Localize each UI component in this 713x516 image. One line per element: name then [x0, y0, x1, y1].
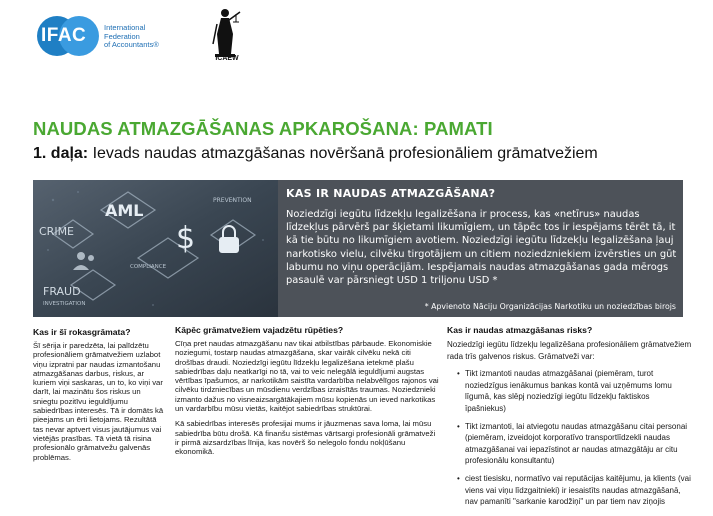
aml-illustration	[33, 180, 278, 317]
list-item: • Tikt izmantoti naudas atmazgāšanai (piemēram, turot noziedzīgus ienākumus bankas kontā vai uzņēmums lomu līgumā, kas slēpj noziedzīgi iegūtu līdzekļu faktiskos īpašniekus)	[457, 369, 672, 413]
handbook-heading: Kas ir šī rokasgrāmata?	[33, 327, 131, 337]
why-care-paragraph: Cīņa pret naudas atmazgāšanu nav tikai atbilstības pārbaude. Ekonomiskie noziegumi, tostarp naudas atmazgāšana, skar vairāk cilvēku nekā citi drošības draudi. Noziedzīgi iegūtu līdzekļu legalizēšana ietekmē plašu sabiedrības daļu neatkarīgi no tā, vai to veic nelegālā ieguldījumi augstas vērtības īpašumos, ar narkotikām saistīta vardarbība nelabvēlīgos rajonos vai cilvēku tirdzniecības un mūsdienu verdzības izraisītās traumas. Noziedznieki izmanto dažus no visneaizsargātākajiem mūsu kopienās un ieved narkotikas un vardarbību mūsu vietās, kaitējot sabiedrības struktūrai.	[175, 339, 439, 414]
definition-body: Noziedzīgi iegūtu līdzekļu legalizēšana ir process, kas «netīrus» naudas līdzekļus pārvērš par šķietami likumīgiem, un tāpēc tos ir iespējams tērēt tā, it kā tie būtu no likumīgiem avotiem. Noziedzīgi iegūtu līdzekļu legalizēšana ļauj narkotisko vielu, cilvēku tirgotājiem un citiem noziedzniekiem izvērsties un gūt labumu no viņu operācijām. Iespējamais naudas atmazgāšanas gada mērogs pasaulē var pārsniegt USD 1 triljonu USD *	[286, 209, 677, 287]
label-investigation: INVESTIGATION	[43, 301, 86, 307]
aml-illustration-graphic	[33, 180, 278, 317]
label-prevention: PREVENTION	[213, 197, 252, 204]
ifac-name: International Federation of Accountants®	[104, 23, 159, 49]
why-care-paragraph: Kā sabiedrības interesēs profesijai mums ir jāuzmenas sava loma, lai mūsu sabiedrība būtu drošā. Kā finanšu sistēmas vārtsargi profesionāli grāmatveži ir pirmā aizsardzības līnija, kas novērš šo nelegolo fondu nokļūšanu ekonomikā.	[175, 419, 436, 457]
ifac-mark: IFAC	[41, 25, 87, 46]
label-compliance: COMPLIANCE	[130, 264, 167, 270]
list-item: • ciest tiesisku, normatīvo vai reputācijas kaitējumu, ja klients (vai viens vai viņu līdzgaitnieki) ir iesaistīts naudas atmazgāšanā, nav pamanīti "sarkanie karodžiņi" un par tiem nav ziņojis	[457, 473, 691, 507]
column-handbook	[33, 327, 166, 468]
ifac-logo	[37, 14, 177, 62]
page-title: NAUDAS ATMAZGĀŠANAS APKAROŠANA: PAMATI	[33, 118, 493, 139]
list-item: • Tikt izmantoti, lai atviegotu naudas atmazgāšanu citai personai (piemēram, izveidojot korporatīvo transportlīdzekli naudas atmazgāšanai vai iepazīstinot ar naudas atmazgātāju ar citu profesionālu konsultantu)	[457, 421, 688, 466]
risks-list	[447, 368, 692, 508]
risks-intro: Noziedzīgi iegūtu līdzekļu legalizēšana profesionāliem grāmatvežiem rada trīs galvenos riskus. Grāmatveži var:	[447, 340, 692, 361]
label-aml: AML	[105, 201, 144, 220]
column-risks	[447, 325, 692, 514]
risks-heading: Kas ir naudas atmazgāšanas risks?	[447, 325, 593, 335]
label-crime: CRIME	[39, 225, 75, 238]
label-fraud: FRAUD	[43, 285, 81, 298]
definition-footnote: * Apvienoto Nāciju Organizācijas Narkotiku un noziedzības birojs	[424, 302, 676, 311]
column-why-care	[175, 325, 440, 463]
page-subtitle: 1. daļa: Ievads naudas atmazgāšanas novēršanā profesionāliem grāmatvežiem	[33, 145, 598, 162]
handbook-body: Šī sērija ir paredzēta, lai palīdzētu profesionāliem grāmatvežiem uzlabot viņu izpratni par naudas izmantošanu atmazgāšanas darbus, riskus, ar kuriem viņi saskaras, un to, ko viņi var darīt, lai mazinātu šos riskus un sniegtu pozitīvu ieguldījumu sabiedrības interesēs. Tā ir domāts kā pieejams un ērti lietojams. Rezultātā tas nevar aptvert visus jautājumus vai vietējās prasības. Tā vietā tā risina profesionālo grāmatvežu galvenās problēmas.	[33, 341, 164, 462]
why-care-heading: Kāpēc grāmatvežiem vajadzētu rūpēties?	[175, 325, 344, 335]
definition-box	[278, 180, 683, 317]
dollar-icon: $	[176, 221, 196, 256]
icaew-label: ICAEW	[215, 55, 239, 62]
definition-title: KAS IR NAUDAS ATMAZGĀŠANA?	[286, 187, 496, 200]
ifac-badge	[37, 16, 99, 56]
